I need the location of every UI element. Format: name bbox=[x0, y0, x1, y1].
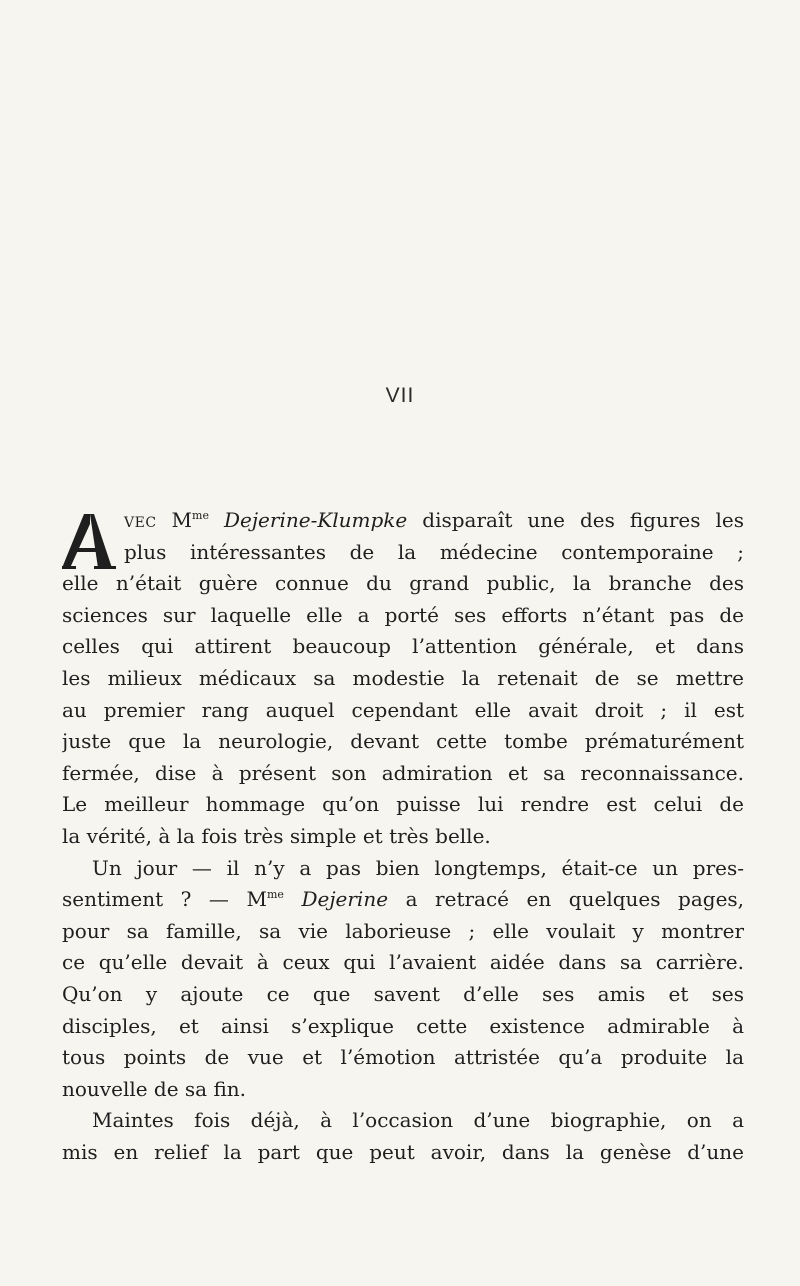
paragraph-1-line: elle n’était guère connue du grand public, la branche des bbox=[62, 571, 744, 596]
subject-name: Dejerine-Klumpke bbox=[223, 508, 408, 532]
paragraph-2-line: nouvelle de sa fin. bbox=[62, 1076, 247, 1101]
paragraph-1-line: au premier rang auquel cependant elle avait droit ; il est bbox=[62, 697, 744, 722]
paragraph-3-line: mis en relief la part que peut avoir, dans la genèse d’une bbox=[62, 1139, 744, 1164]
paragraph-1-line: les milieux médicaux sa modestie la retenait de se mettre bbox=[62, 665, 744, 690]
paragraph-2-line: Qu’on y ajoute ce que savent d’elle ses amis et ses bbox=[62, 981, 744, 1006]
paragraph-1-line bbox=[62, 505, 744, 537]
title-abbrev: $M^{me}$ bbox=[171, 508, 209, 532]
paragraph-1-line: plus intéressantes de la médecine contemporaine ; bbox=[124, 539, 744, 564]
subject-name: Dejerine bbox=[301, 887, 389, 912]
paragraph-1-line: juste que la neurologie, devant cette tombe prématurément bbox=[62, 729, 744, 754]
paragraph-2-line: sentiment ? — $M^{me}$ Dejerine a retracé en quelques pages, bbox=[62, 887, 744, 912]
paragraph-2-line: pour sa famille, sa vie laborieuse ; elle voulait y montrer bbox=[62, 918, 744, 943]
opening-word: vec bbox=[124, 508, 157, 532]
line-text: disparaît une des figures les bbox=[422, 508, 744, 532]
svg-text:A: A bbox=[62, 512, 63, 513]
paragraph-1-line: sciences sur laquelle elle a porté ses efforts n’étant pas de bbox=[62, 602, 744, 627]
paragraph-2-line: disciples, et ainsi s’explique cette existence admirable à bbox=[62, 1013, 744, 1038]
paragraph-2-line: tous points de vue et l’émotion attristée qu’a produite la bbox=[62, 1045, 744, 1070]
paragraph-1-line: Le meilleur hommage qu’on puisse lui rendre est celui de bbox=[62, 792, 744, 817]
paragraph-1-line: fermée, dise à présent son admiration et sa reconnaissance. bbox=[62, 760, 744, 785]
paragraph-3-line: Maintes fois déjà, à l’occasion d’une biographie, on a bbox=[92, 1108, 744, 1133]
paragraph-2-line: Un jour — il n’y a pas bien longtemps, était-ce un pres- bbox=[92, 855, 744, 880]
paragraph-2-line: ce qu’elle devait à ceux qui l’avaient aidée dans sa carrière. bbox=[62, 950, 744, 975]
paragraph-1-line: celles qui attirent beaucoup l’attention générale, et dans bbox=[62, 634, 744, 659]
body-text bbox=[62, 505, 744, 1168]
paragraph-1-line: la vérité, à la fois très simple et très belle. bbox=[62, 823, 491, 848]
page-number: VII bbox=[385, 384, 415, 407]
